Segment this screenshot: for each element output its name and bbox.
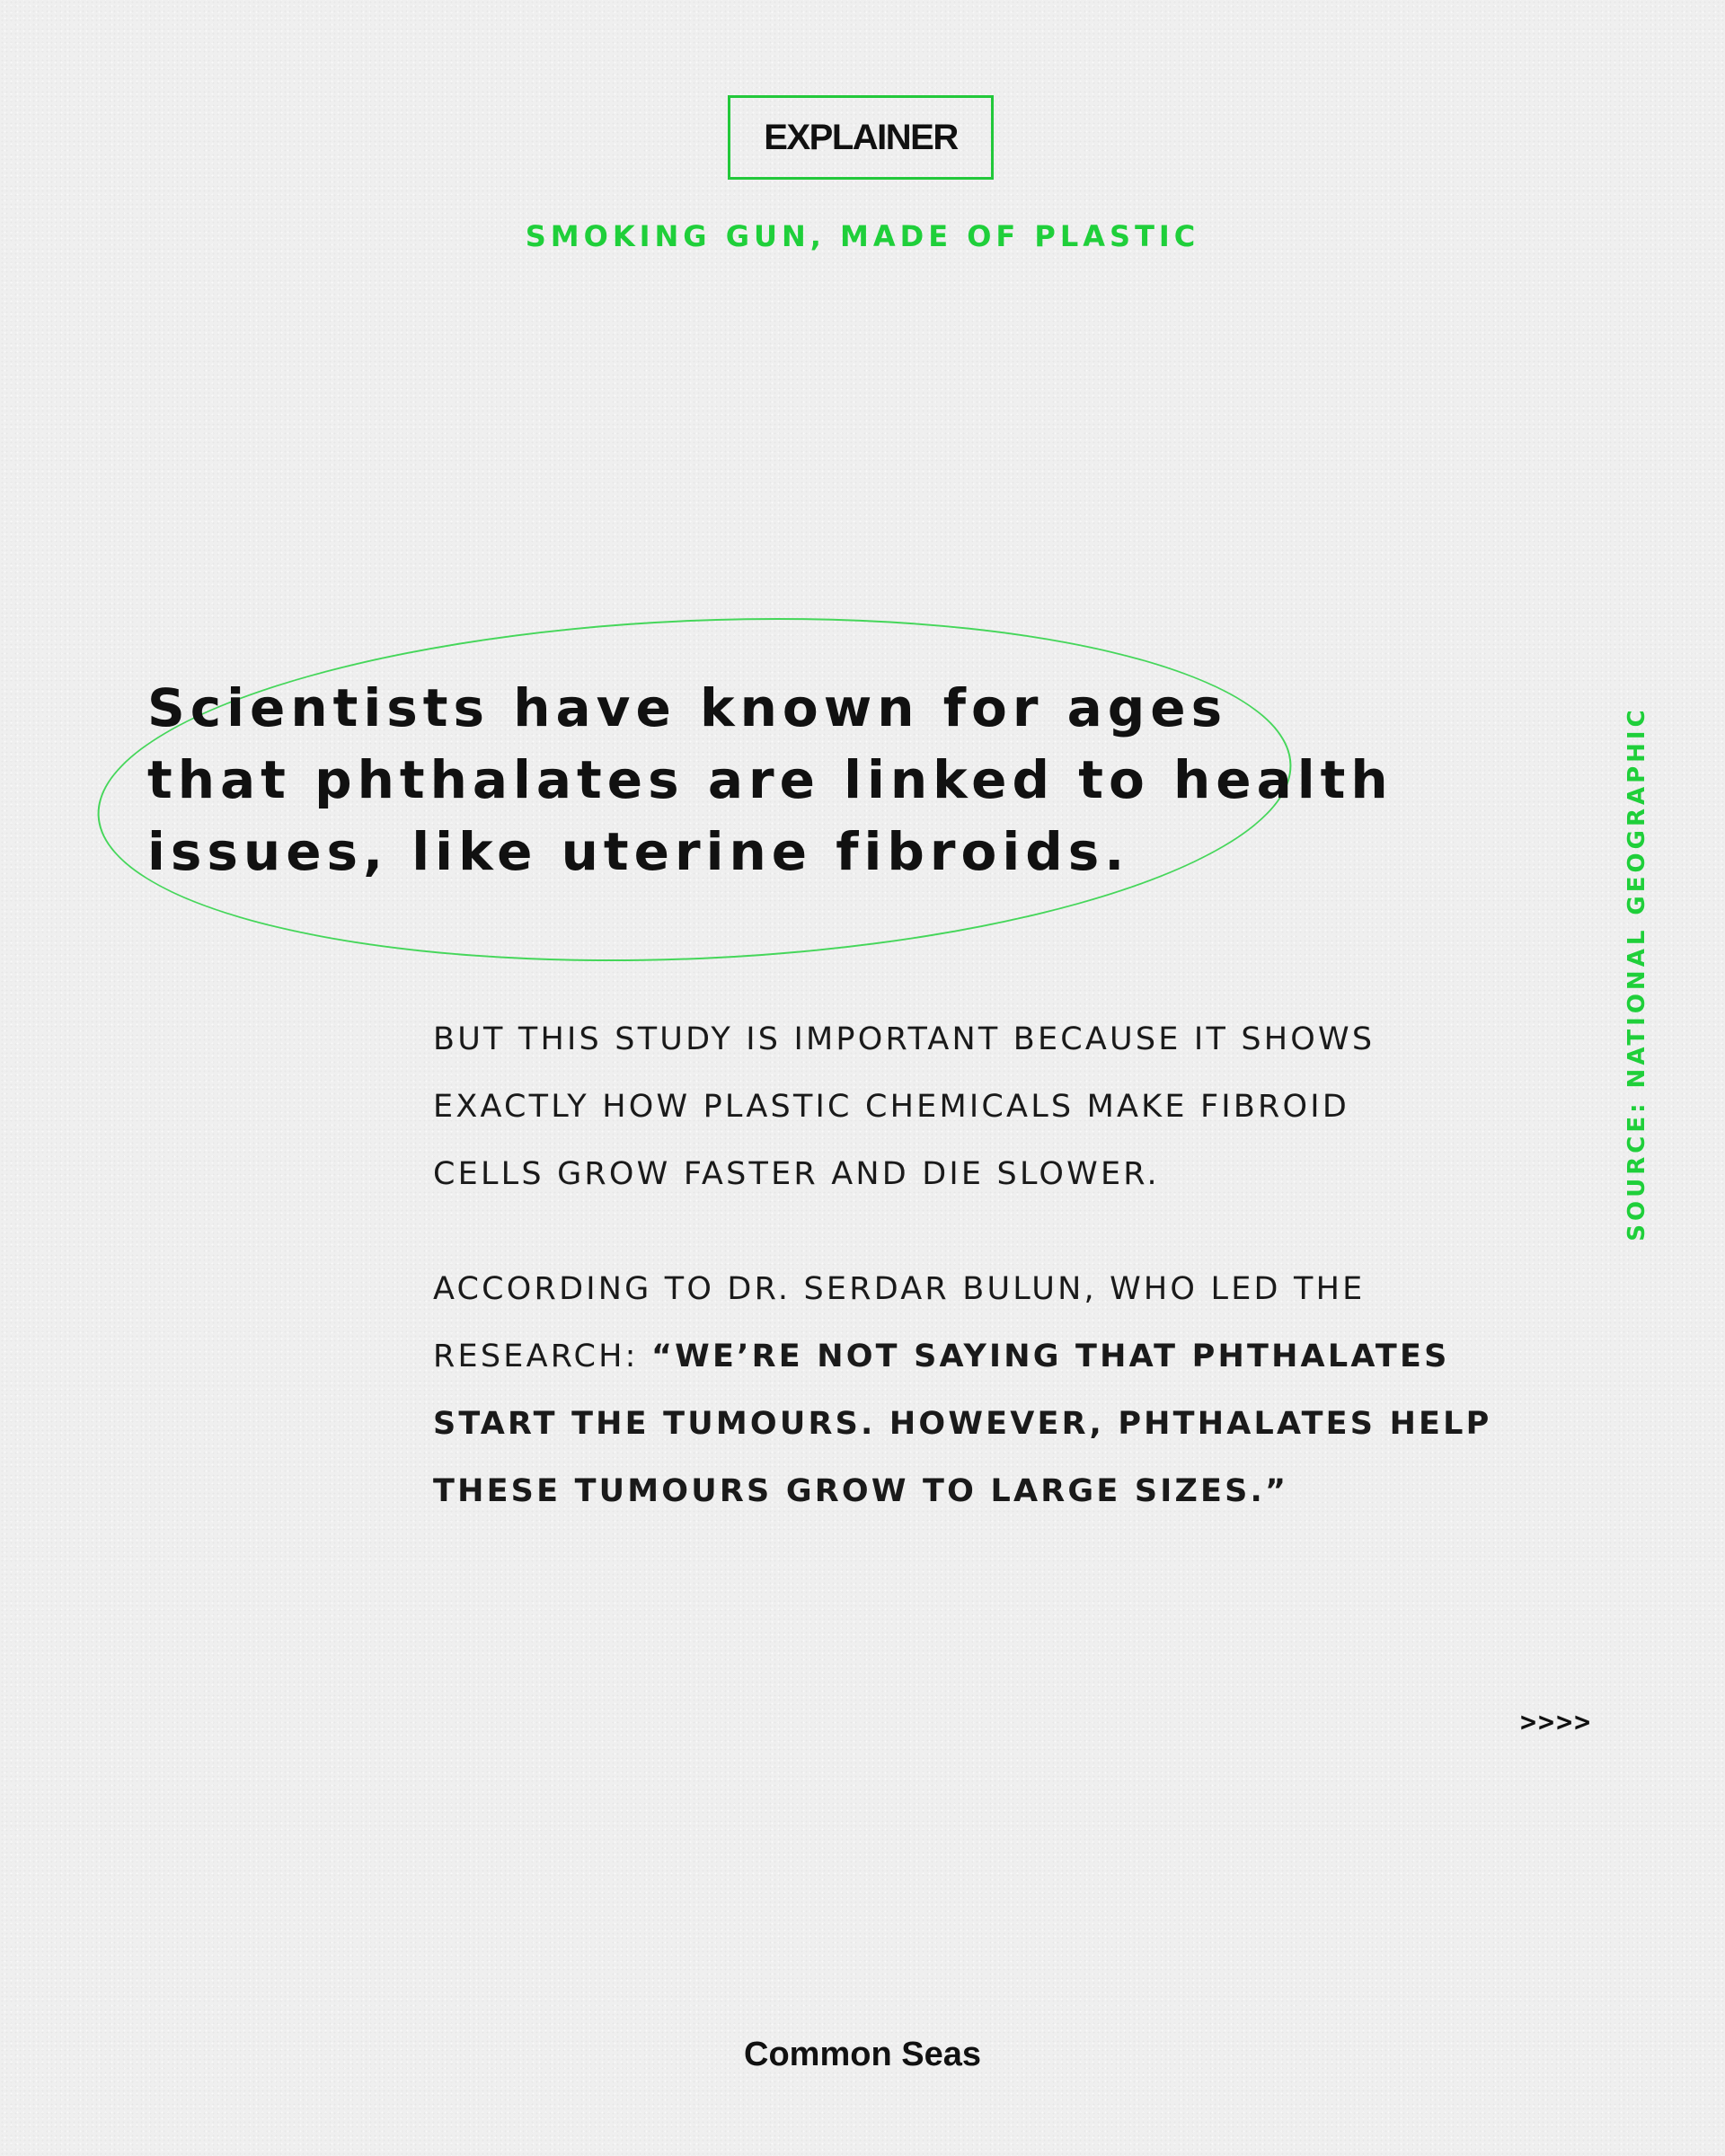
body-paragraph-1 bbox=[433, 1006, 1556, 1208]
quote-text: “WE’RE NOT SAYING THAT PHTHALATES bbox=[650, 1339, 1450, 1374]
brand-logo: Common Seas bbox=[744, 2036, 981, 2073]
source-credit: SOURCE: NATIONAL GEOGRAPHIC bbox=[1623, 706, 1650, 1241]
explainer-tag-label: EXPLAINER bbox=[764, 117, 958, 157]
body-line: ACCORDING TO DR. SERDAR BULUN, WHO LED THE bbox=[433, 1271, 1366, 1307]
body-line-mixed bbox=[433, 1323, 1556, 1391]
body-line: BUT THIS STUDY IS IMPORTANT BECAUSE IT SHOWS bbox=[433, 1021, 1376, 1057]
body-line: CELLS GROW FASTER AND DIE SLOWER. bbox=[433, 1156, 1160, 1192]
quote-line: START THE TUMOURS. HOWEVER, PHTHALATES HELP bbox=[433, 1406, 1492, 1442]
headline bbox=[147, 672, 1393, 888]
body-paragraph-2 bbox=[433, 1256, 1556, 1525]
explainer-tag bbox=[728, 95, 994, 180]
headline-line: Scientists have known for ages bbox=[147, 677, 1228, 738]
subtitle: SMOKING GUN, MADE OF PLASTIC bbox=[525, 219, 1200, 253]
quote-line: THESE TUMOURS GROW TO LARGE SIZES.” bbox=[433, 1473, 1289, 1509]
headline-line: issues, like uterine fibroids. bbox=[147, 821, 1130, 882]
headline-line: that phthalates are linked to health bbox=[147, 749, 1393, 810]
body-line: EXACTLY HOW PLASTIC CHEMICALS MAKE FIBROID bbox=[433, 1089, 1349, 1125]
next-arrows-icon: >>>> bbox=[1520, 1707, 1593, 1738]
body-text: RESEARCH: bbox=[433, 1339, 651, 1374]
